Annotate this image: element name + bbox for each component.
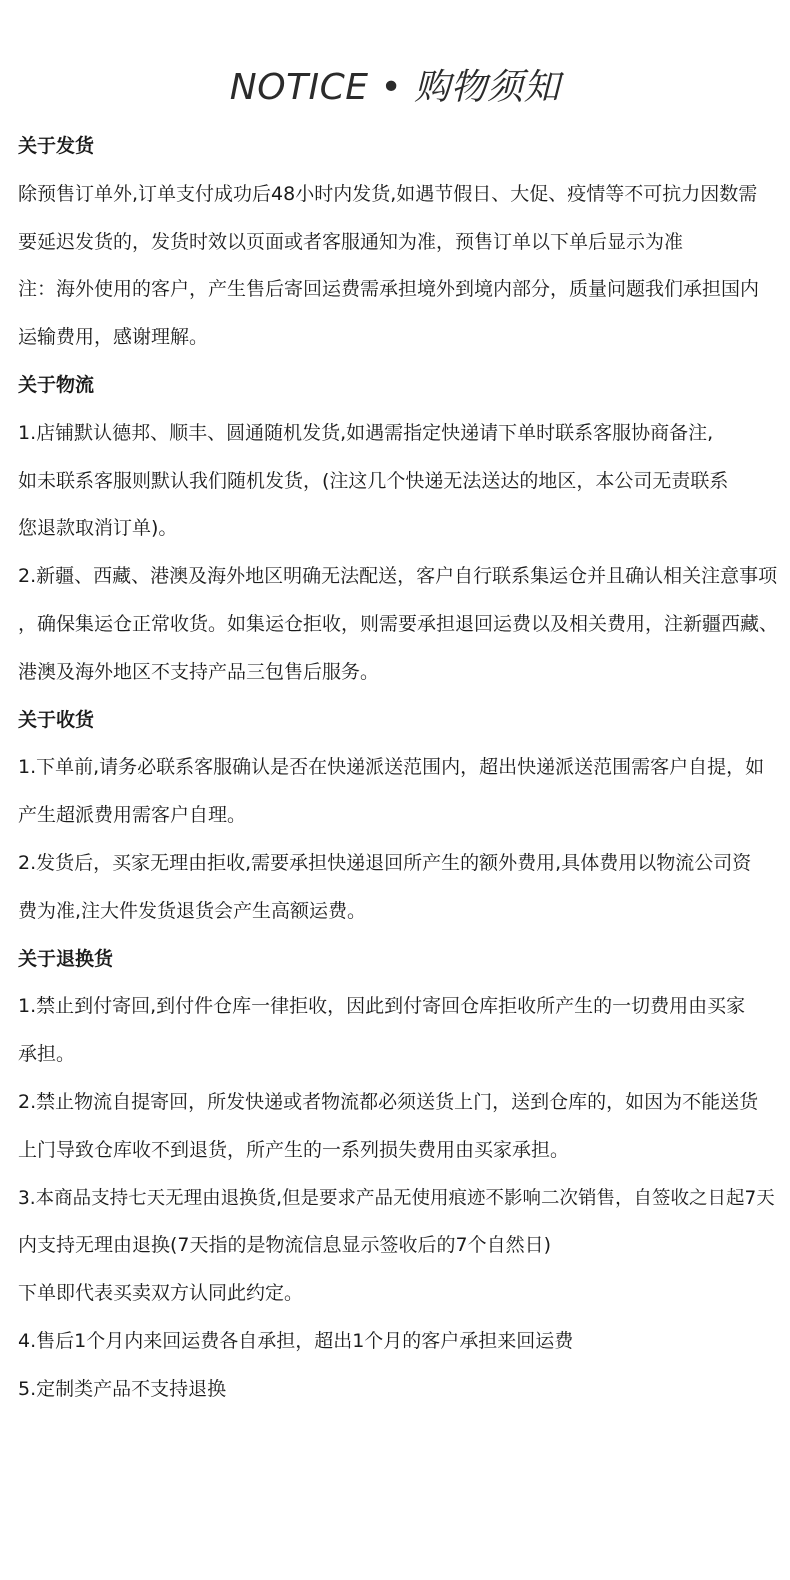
notice-text-line: 1.店铺默认德邦、顺丰、圆通随机发货,如遇需指定快递请下单时联系客服协商备注, xyxy=(18,421,714,444)
notice-text-line: 2.发货后，买家无理由拒收,需要承担快递退回所产生的额外费用,具体费用以物流公司资 xyxy=(18,851,752,874)
notice-text-line: 2.禁止物流自提寄回，所发快递或者物流都必须送货上门，送到仓库的，如因为不能送货 xyxy=(18,1090,759,1113)
notice-text-line: 1.禁止到付寄回,到付件仓库一律拒收，因此到付寄回仓库拒收所产生的一切费用由买家 xyxy=(18,995,746,1018)
notice-text-line: 5.定制类产品不支持退换 xyxy=(18,1377,227,1400)
notice-text-line: 除预售订单外,订单支付成功后48小时内发货,如遇节假日、大促、疫情等不可抗力因数需 xyxy=(18,182,758,205)
page-title: NOTICE • 购物须知 xyxy=(229,67,561,109)
notice-text-line: 您退款取消订单)。 xyxy=(18,517,178,540)
notice-text-line: 产生超派费用需客户自理。 xyxy=(18,804,247,827)
notice-text-line: 内支持无理由退换(7天指的是物流信息显示签收后的7个自然日) xyxy=(18,1234,552,1257)
notice-text-line: ，确保集运仓正常收货。如集运仓拒收，则需要承担退回运费以及相关费用，注新疆西藏、 xyxy=(18,612,779,635)
notice-text-line: 4.售后1个月内来回运费各自承担，超出1个月的客户承担来回运费 xyxy=(18,1329,574,1352)
notice-text-line: 运输费用，感谢理解。 xyxy=(18,326,209,349)
notice-text-line: 要延迟发货的，发货时效以页面或者客服通知为准，预售订单以下单后显示为准 xyxy=(18,230,684,253)
section-heading: 关于物流 xyxy=(18,373,95,396)
notice-text-line: 如未联系客服则默认我们随机发货，(注这几个快递无法送达的地区，本公司无责联系 xyxy=(18,469,729,492)
notice-text-line: 下单即代表买卖双方认同此约定。 xyxy=(18,1282,304,1305)
section-heading: 关于退换货 xyxy=(18,947,114,970)
section-heading: 关于收货 xyxy=(18,708,95,731)
notice-content xyxy=(18,123,782,1414)
notice-text-line: 1.下单前,请务必联系客服确认是否在快递派送范围内，超出快递派送范围需客户自提，如 xyxy=(18,756,765,779)
notice-text-line: 港澳及海外地区不支持产品三包售后服务。 xyxy=(18,660,380,683)
notice-text-line: 3.本商品支持七天无理由退换货,但是要求产品无使用痕迹不影响二次销售，自签收之日起7天 xyxy=(18,1187,775,1209)
notice-text-line: 2.新疆、西藏、港澳及海外地区明确无法配送，客户自行联系集运仓并且确认相关注意事项 xyxy=(18,565,778,588)
notice-text-line: 费为准,注大件发货退货会产生高额运费。 xyxy=(18,899,367,922)
notice-text-line: 注：海外使用的客户，产生售后寄回运费需承担境外到境内部分，质量问题我们承担国内 xyxy=(18,278,760,301)
section-heading: 关于发货 xyxy=(18,135,95,157)
notice-text-line: 承担。 xyxy=(18,1043,76,1066)
notice-text-line: 上门导致仓库收不到退货，所产生的一系列损失费用由买家承担。 xyxy=(18,1138,570,1161)
